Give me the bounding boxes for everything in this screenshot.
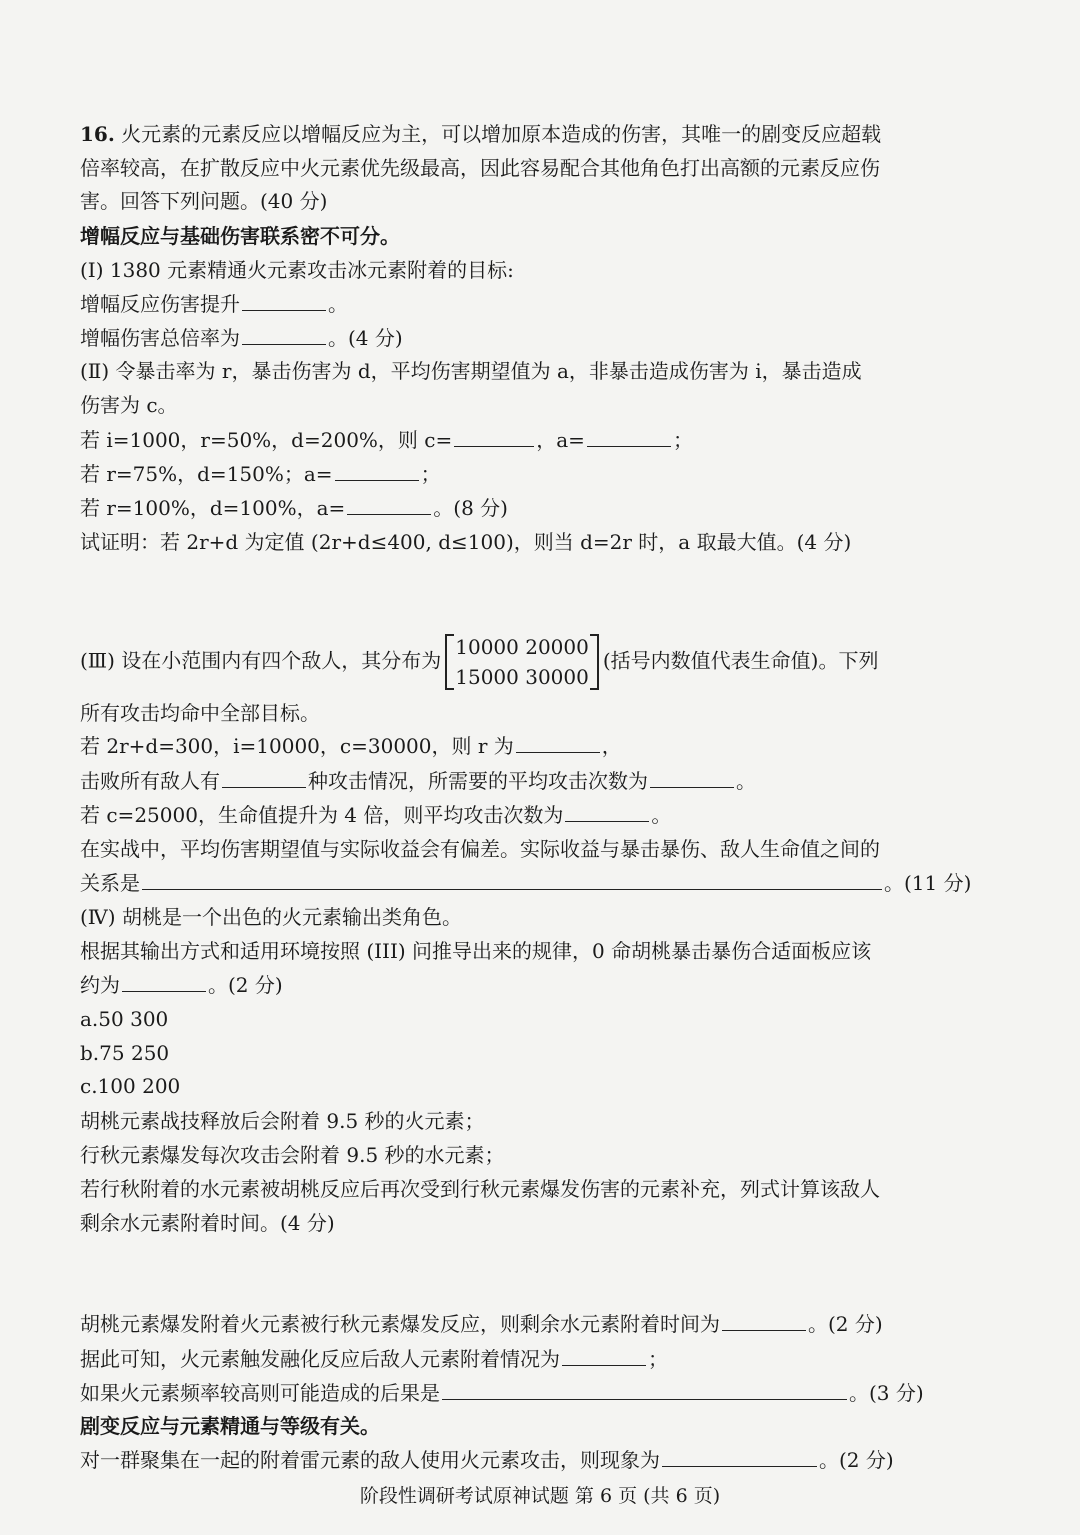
part1-line-1 (80, 290, 348, 318)
part2-intro-2: 伤害为 c。 (80, 393, 178, 417)
part4-statement-2: 行秋元素爆发每次攻击会附着 9.5 秒的水元素； (80, 1143, 505, 1167)
part2-intro-1: (Ⅱ) 令暴击率为 r，暴击伤害为 d，平均伤害期望值为 a，非暴击造成伤害为 i，暴击造成 (80, 359, 862, 383)
part3-q3-text: 若 c=25000，生命值提升为 4 倍，则平均攻击次数为 (80, 803, 564, 827)
answer-blank[interactable] (650, 767, 734, 788)
part1-q1-text: 增幅反应伤害提升 (80, 292, 240, 316)
answer-blank[interactable] (516, 732, 600, 753)
part2-q3 (80, 494, 508, 522)
part2-q2-end: ； (420, 462, 441, 486)
part4-statement-4: 剩余水元素附着时间。(4 分) (80, 1211, 335, 1235)
answer-blank[interactable] (454, 426, 534, 447)
part3-q2-text: 击败所有敌人有 (80, 769, 220, 793)
part3-q3-end: 。 (651, 803, 672, 827)
part3-q1 (80, 732, 622, 760)
part4-statement-1: 胡桃元素战技释放后会附着 9.5 秒的火元素； (80, 1109, 485, 1133)
option-a: a.50 300 (80, 1007, 169, 1031)
matrix-row-1: 10000 20000 (455, 635, 589, 659)
part4-line-2: 根据其输出方式和适用环境按照 (III) 问推导出来的规律，0 命胡桃暴击暴伤合适面板应该 (80, 939, 872, 963)
answer-blank[interactable] (562, 1345, 646, 1366)
part3-intro (80, 632, 878, 692)
page-footer: 阶段性调研考试原神试题 第 6 页 (共 6 页) (359, 1485, 721, 1507)
part4-intro: (Ⅳ) 胡桃是一个出色的火元素输出类角色。 (80, 905, 462, 929)
part2-q2-text: 若 r=75%，d=150%；a= (80, 462, 333, 486)
part3-q2-end: 。 (736, 769, 756, 793)
last-question-text: 对一群聚集在一起的附着雷元素的敌人使用火元素攻击，则现象为 (80, 1448, 660, 1472)
part3-q3 (80, 801, 671, 829)
part4-line-3 (80, 971, 283, 999)
part3-q4-line-2 (80, 869, 971, 897)
section-heading-transform: 剧变反应与元素精通与等级有关。 (80, 1414, 380, 1438)
question-number: 16. (80, 122, 115, 146)
answer-blank[interactable] (242, 324, 326, 345)
part3-intro-tail: (括号内数值代表生命值)。下列 (602, 648, 879, 673)
part3-q2-mid: 种攻击情况，所需要的平均攻击次数为 (308, 769, 648, 793)
part3-q1-end: ， (601, 734, 622, 758)
last-question (80, 1446, 894, 1474)
part4-t2 (80, 1345, 668, 1373)
part4-t1-end: 。(2 分) (808, 1312, 883, 1336)
answer-blank[interactable] (587, 426, 671, 447)
part4-t3-text: 如果火元素频率较高则可能造成的后果是 (80, 1381, 440, 1405)
answer-blank[interactable] (242, 290, 326, 311)
part2-q1-end: ； (672, 428, 693, 452)
part3-q4-line-1: 在实战中，平均伤害期望值与实际收益会有偏差。实际收益与暴击暴伤、敌人生命值之间的 (80, 837, 880, 861)
q16-text-1: 火元素的元素反应以增幅反应为主，可以增加原本造成的伤害，其唯一的剧变反应超载 (121, 122, 882, 146)
part4-q1-text: 约为 (80, 973, 120, 997)
answer-blank[interactable] (142, 869, 882, 890)
part3-intro-text: (Ⅲ) 设在小范围内有四个敌人，其分布为 (80, 648, 442, 673)
part1-q2-end: 。(4 分) (328, 326, 403, 350)
part1-intro: (Ⅰ) 1380 元素精通火元素攻击冰元素附着的目标: (80, 258, 514, 282)
part2-q3-text: 若 r=100%，d=100%，a= (80, 496, 346, 520)
answer-blank[interactable] (347, 494, 431, 515)
answer-blank[interactable] (442, 1379, 847, 1400)
part3-q4-text: 关系是 (80, 871, 140, 895)
section-heading-amplify: 增幅反应与基础伤害联系密不可分。 (80, 224, 400, 248)
part4-t3 (80, 1379, 924, 1407)
part4-q1-end: 。(2 分) (208, 973, 283, 997)
part4-statement-3: 若行秋附着的水元素被胡桃反应后再次受到行秋元素爆发伤害的元素补充，列式计算该敌人 (80, 1177, 880, 1201)
part1-q1-end: 。 (328, 292, 348, 316)
part2-q1-text: 若 i=1000，r=50%，d=200%，则 c= (80, 428, 453, 452)
part3-q4-end: 。(11 分) (884, 871, 972, 895)
answer-blank[interactable] (662, 1446, 817, 1467)
part4-t2-text: 据此可知，火元素触发融化反应后敌人元素附着情况为 (80, 1347, 560, 1371)
part3-q1-text: 若 2r+d=300，i=10000，c=30000，则 r 为 (80, 734, 514, 758)
q16-line-3: 害。回答下列问题。(40 分) (80, 189, 328, 213)
option-b: b.75 250 (80, 1041, 170, 1065)
part3-q2 (80, 767, 756, 795)
part2-q2 (80, 460, 441, 488)
answer-blank[interactable] (565, 801, 649, 822)
part4-t2-end: ； (648, 1347, 668, 1371)
answer-blank[interactable] (722, 1310, 806, 1331)
part3-line-2: 所有攻击均命中全部目标。 (80, 701, 320, 725)
part4-t1-text: 胡桃元素爆发附着火元素被行秋元素爆发反应，则剩余水元素附着时间为 (80, 1312, 720, 1336)
part1-line-2 (80, 324, 403, 352)
matrix-row-2: 15000 30000 (455, 665, 589, 689)
part4-t3-end: 。(3 分) (849, 1381, 924, 1405)
part1-q2-text: 增幅伤害总倍率为 (80, 326, 240, 350)
answer-blank[interactable] (122, 971, 206, 992)
last-question-end: 。(2 分) (819, 1448, 894, 1472)
part2-proof: 试证明：若 2r+d 为定值 (2r+d≤400, d≤100)，则当 d=2r 时，a 取最大值。(4 分) (80, 530, 852, 554)
answer-blank[interactable] (222, 767, 306, 788)
part2-q1 (80, 426, 693, 454)
part4-t1 (80, 1310, 883, 1338)
enemy-hp-matrix (445, 632, 599, 692)
answer-blank[interactable] (335, 460, 419, 481)
part2-q1-mid: ，a= (536, 428, 585, 452)
option-c: c.100 200 (80, 1074, 181, 1098)
part2-q3-end: 。(8 分) (433, 496, 508, 520)
q16-line-2: 倍率较高，在扩散反应中火元素优先级最高，因此容易配合其他角色打出高额的元素反应伤 (80, 156, 880, 180)
q16-line-1 (80, 120, 881, 148)
